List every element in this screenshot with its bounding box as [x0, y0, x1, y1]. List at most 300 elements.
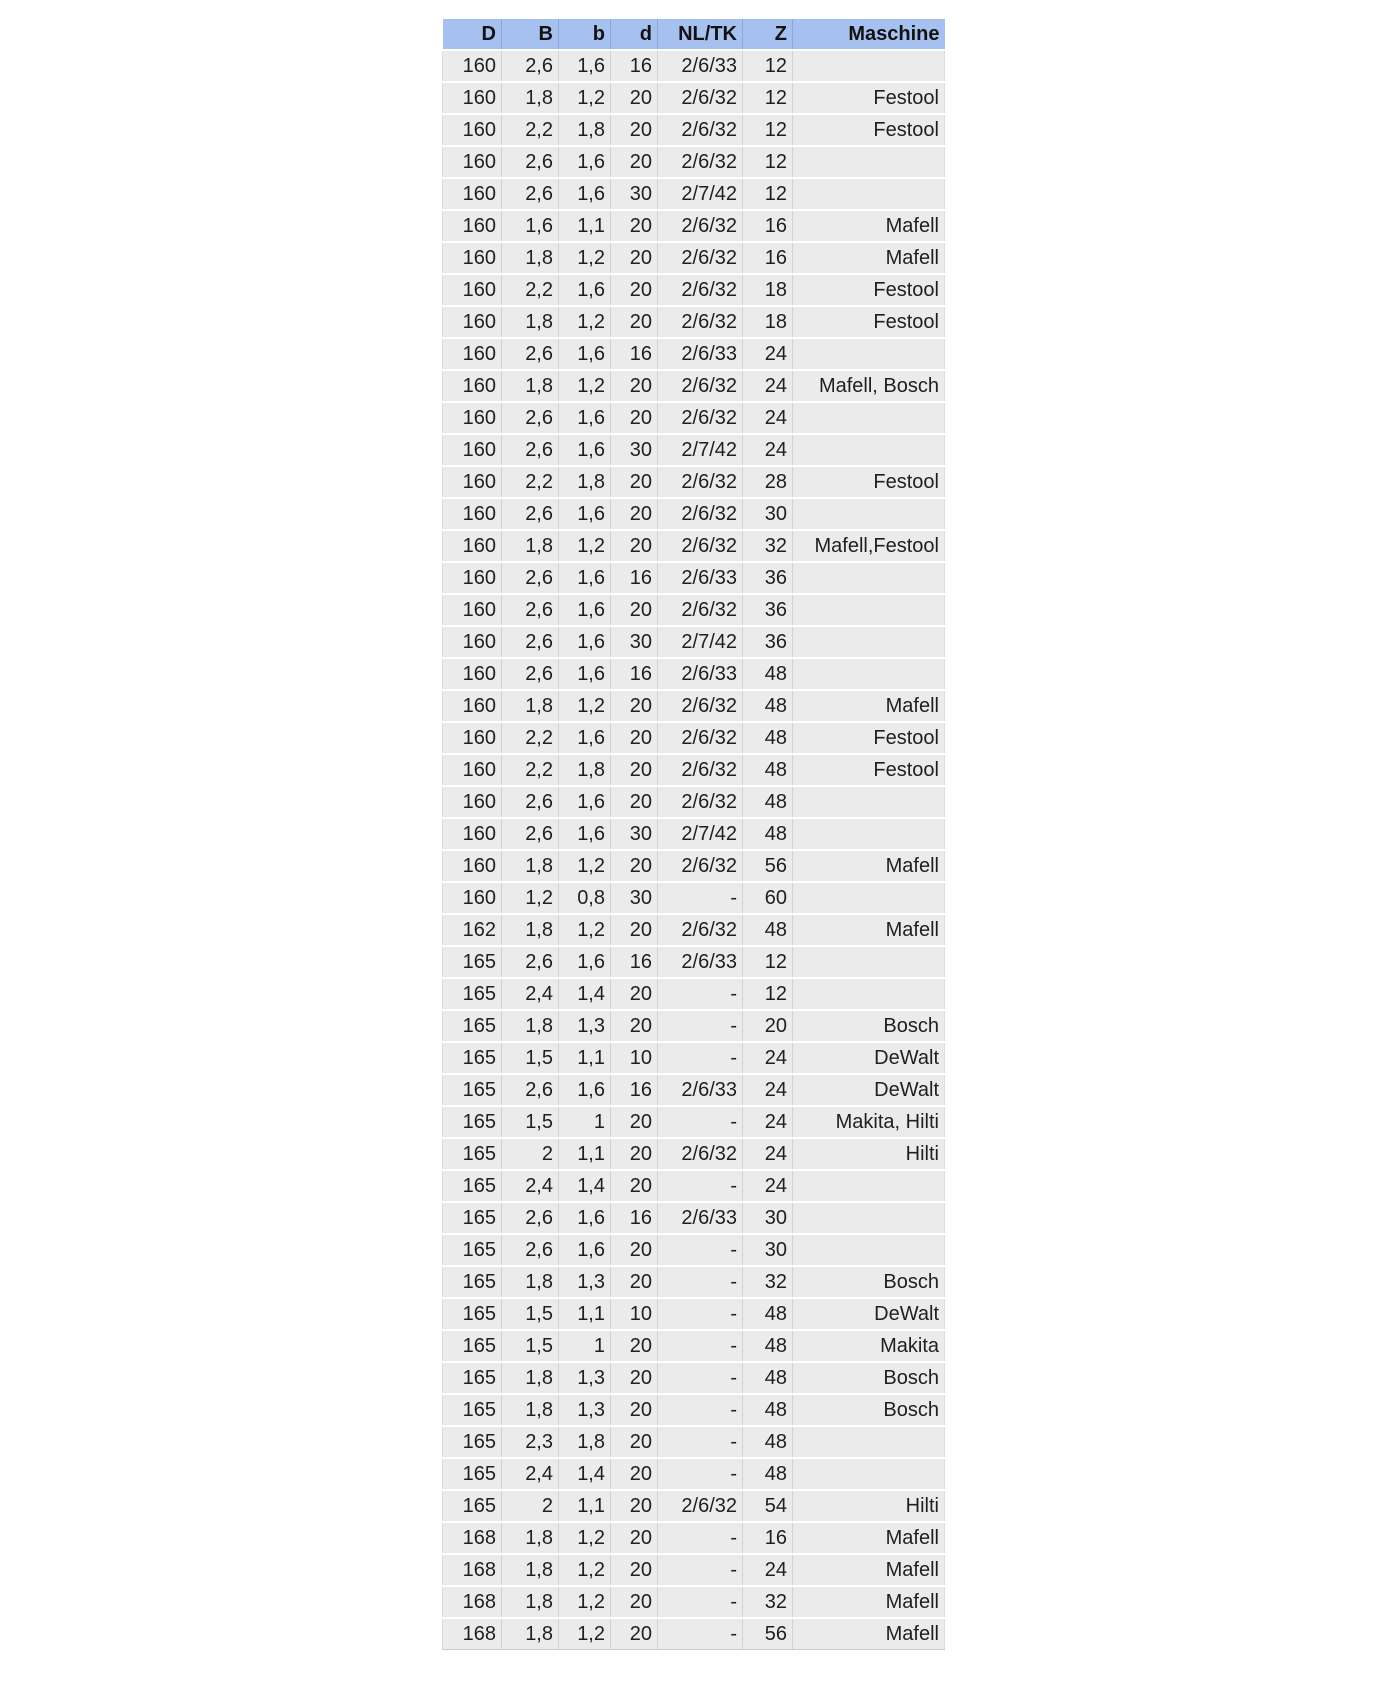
cell-d: 20: [611, 1362, 658, 1394]
cell-d: 165: [443, 1426, 502, 1458]
cell-b: 2,6: [502, 1074, 559, 1106]
cell-d: 20: [611, 274, 658, 306]
cell-z: 12: [743, 114, 793, 146]
cell-z: 16: [743, 210, 793, 242]
cell-b: 1,2: [559, 690, 611, 722]
cell-d: 165: [443, 1170, 502, 1202]
cell-z: 12: [743, 82, 793, 114]
cell-d: 20: [611, 914, 658, 946]
cell-d: 160: [443, 818, 502, 850]
cell-b: 1,6: [559, 146, 611, 178]
table-row: [443, 1554, 945, 1586]
cell-nl-tk: 2/6/32: [658, 82, 743, 114]
cell-z: 24: [743, 434, 793, 466]
cell-d: 165: [443, 978, 502, 1010]
cell-b: 1,8: [502, 914, 559, 946]
cell-z: 30: [743, 1202, 793, 1234]
cell-b: 2,6: [502, 658, 559, 690]
cell-d: 160: [443, 882, 502, 914]
cell-z: 48: [743, 690, 793, 722]
cell-b: 1,6: [559, 498, 611, 530]
cell-d: 165: [443, 1298, 502, 1330]
cell-d: 165: [443, 1202, 502, 1234]
cell-nl-tk: -: [658, 1554, 743, 1586]
table-row: [443, 914, 945, 946]
cell-nl-tk: 2/6/33: [658, 50, 743, 82]
cell-z: 48: [743, 786, 793, 818]
table-row: [443, 754, 945, 786]
table-header: [443, 19, 945, 50]
cell-b: 1,1: [559, 1042, 611, 1074]
cell-b: 2,6: [502, 786, 559, 818]
cell-d: 160: [443, 146, 502, 178]
cell-d: 20: [611, 370, 658, 402]
cell-d: 160: [443, 722, 502, 754]
cell-d: 16: [611, 338, 658, 370]
cell-nl-tk: 2/6/32: [658, 306, 743, 338]
cell-nl-tk: 2/6/32: [658, 914, 743, 946]
cell-b: 1,2: [502, 882, 559, 914]
table-row: [443, 210, 945, 242]
cell-b: 2,6: [502, 498, 559, 530]
cell-z: 24: [743, 1170, 793, 1202]
cell-nl-tk: 2/6/32: [658, 722, 743, 754]
table-row: [443, 1426, 945, 1458]
cell-nl-tk: -: [658, 1362, 743, 1394]
cell-maschine: [793, 1426, 945, 1458]
cell-d: 16: [611, 1074, 658, 1106]
cell-maschine: [793, 658, 945, 690]
cell-b: 1,8: [502, 1394, 559, 1426]
cell-b: 1,6: [559, 402, 611, 434]
cell-maschine: DeWalt: [793, 1298, 945, 1330]
cell-nl-tk: -: [658, 1458, 743, 1490]
cell-b: 2,6: [502, 178, 559, 210]
cell-maschine: Mafell: [793, 242, 945, 274]
cell-b: 1,2: [559, 1618, 611, 1650]
cell-z: 48: [743, 1458, 793, 1490]
cell-d: 20: [611, 1266, 658, 1298]
cell-z: 48: [743, 754, 793, 786]
cell-nl-tk: -: [658, 978, 743, 1010]
cell-d: 20: [611, 1426, 658, 1458]
cell-d: 20: [611, 1170, 658, 1202]
cell-maschine: Bosch: [793, 1362, 945, 1394]
cell-maschine: Bosch: [793, 1010, 945, 1042]
cell-z: 48: [743, 658, 793, 690]
cell-z: 30: [743, 1234, 793, 1266]
cell-d: 20: [611, 1490, 658, 1522]
cell-d: 160: [443, 274, 502, 306]
cell-z: 24: [743, 1106, 793, 1138]
cell-b: 1,6: [559, 946, 611, 978]
cell-b: 1,2: [559, 370, 611, 402]
table-row: [443, 1490, 945, 1522]
cell-maschine: Bosch: [793, 1394, 945, 1426]
cell-nl-tk: 2/6/32: [658, 786, 743, 818]
cell-maschine: [793, 978, 945, 1010]
cell-b: 1,3: [559, 1362, 611, 1394]
cell-d: 20: [611, 1138, 658, 1170]
cell-d: 16: [611, 562, 658, 594]
cell-z: 48: [743, 914, 793, 946]
column-header-z: Z: [743, 19, 793, 50]
cell-d: 20: [611, 690, 658, 722]
table-row: [443, 658, 945, 690]
cell-nl-tk: 2/6/32: [658, 690, 743, 722]
cell-b: 1,6: [559, 818, 611, 850]
cell-nl-tk: 2/6/33: [658, 562, 743, 594]
cell-z: 32: [743, 1266, 793, 1298]
cell-maschine: [793, 146, 945, 178]
cell-d: 20: [611, 1010, 658, 1042]
cell-nl-tk: 2/6/32: [658, 210, 743, 242]
cell-d: 20: [611, 210, 658, 242]
cell-d: 160: [443, 594, 502, 626]
cell-maschine: Festool: [793, 754, 945, 786]
cell-maschine: Festool: [793, 82, 945, 114]
cell-z: 48: [743, 722, 793, 754]
cell-nl-tk: -: [658, 1618, 743, 1650]
cell-b: 2,4: [502, 1458, 559, 1490]
cell-d: 160: [443, 466, 502, 498]
cell-maschine: [793, 946, 945, 978]
cell-z: 32: [743, 530, 793, 562]
cell-d: 30: [611, 626, 658, 658]
cell-z: 30: [743, 498, 793, 530]
cell-z: 16: [743, 1522, 793, 1554]
cell-nl-tk: 2/6/32: [658, 498, 743, 530]
cell-maschine: Mafell: [793, 1554, 945, 1586]
table-row: [443, 274, 945, 306]
cell-nl-tk: 2/6/32: [658, 1138, 743, 1170]
column-header-d: D: [443, 19, 502, 50]
table-row: [443, 1234, 945, 1266]
table-row: [443, 978, 945, 1010]
cell-b: 1,8: [502, 850, 559, 882]
cell-maschine: Mafell: [793, 690, 945, 722]
cell-z: 24: [743, 1554, 793, 1586]
table-row: [443, 626, 945, 658]
cell-d: 160: [443, 498, 502, 530]
cell-d: 16: [611, 946, 658, 978]
cell-b: 1,1: [559, 210, 611, 242]
cell-maschine: Makita, Hilti: [793, 1106, 945, 1138]
cell-z: 16: [743, 242, 793, 274]
table-row: [443, 1106, 945, 1138]
cell-maschine: [793, 50, 945, 82]
cell-d: 165: [443, 1042, 502, 1074]
cell-nl-tk: -: [658, 1522, 743, 1554]
cell-b: 1,3: [559, 1010, 611, 1042]
cell-d: 160: [443, 50, 502, 82]
cell-b: 1,8: [502, 82, 559, 114]
cell-d: 165: [443, 1138, 502, 1170]
cell-maschine: [793, 882, 945, 914]
cell-b: 2,6: [502, 146, 559, 178]
cell-z: 28: [743, 466, 793, 498]
cell-d: 165: [443, 1458, 502, 1490]
cell-d: 165: [443, 1394, 502, 1426]
cell-z: 20: [743, 1010, 793, 1042]
cell-maschine: Mafell: [793, 1618, 945, 1650]
cell-b: 2,6: [502, 402, 559, 434]
cell-d: 16: [611, 50, 658, 82]
cell-d: 20: [611, 146, 658, 178]
cell-b: 2,3: [502, 1426, 559, 1458]
table-row: [443, 882, 945, 914]
cell-b: 1,2: [559, 850, 611, 882]
cell-d: 20: [611, 1106, 658, 1138]
cell-maschine: [793, 818, 945, 850]
cell-b: 2,6: [502, 50, 559, 82]
cell-b: 1,6: [559, 658, 611, 690]
cell-d: 160: [443, 530, 502, 562]
cell-d: 20: [611, 466, 658, 498]
cell-nl-tk: -: [658, 1234, 743, 1266]
cell-d: 168: [443, 1586, 502, 1618]
cell-d: 160: [443, 434, 502, 466]
cell-maschine: Festool: [793, 466, 945, 498]
cell-z: 12: [743, 178, 793, 210]
cell-d: 160: [443, 82, 502, 114]
cell-maschine: Mafell: [793, 1586, 945, 1618]
cell-b: 1,2: [559, 1522, 611, 1554]
cell-d: 165: [443, 1010, 502, 1042]
table-row: [443, 946, 945, 978]
table-row: [443, 50, 945, 82]
cell-maschine: Mafell: [793, 210, 945, 242]
cell-d: 20: [611, 1458, 658, 1490]
cell-b: 1,1: [559, 1298, 611, 1330]
cell-d: 160: [443, 306, 502, 338]
cell-nl-tk: 2/7/42: [658, 626, 743, 658]
cell-nl-tk: -: [658, 1330, 743, 1362]
cell-b: 0,8: [559, 882, 611, 914]
cell-maschine: [793, 434, 945, 466]
cell-b: 1,6: [559, 786, 611, 818]
cell-b: 1,5: [502, 1330, 559, 1362]
cell-b: 1,8: [502, 1554, 559, 1586]
cell-z: 24: [743, 1074, 793, 1106]
cell-z: 24: [743, 1042, 793, 1074]
cell-b: 1,2: [559, 530, 611, 562]
table-row: [443, 818, 945, 850]
cell-b: 1,8: [559, 754, 611, 786]
cell-b: 1,5: [502, 1042, 559, 1074]
sawblade-spec-table: [442, 19, 945, 1650]
cell-d: 165: [443, 1330, 502, 1362]
cell-z: 56: [743, 1618, 793, 1650]
cell-nl-tk: 2/6/32: [658, 114, 743, 146]
table-row: [443, 306, 945, 338]
cell-d: 20: [611, 402, 658, 434]
cell-b: 1,6: [559, 178, 611, 210]
cell-z: 12: [743, 50, 793, 82]
cell-d: 160: [443, 178, 502, 210]
cell-z: 12: [743, 146, 793, 178]
cell-b: 2,2: [502, 466, 559, 498]
cell-b: 1,5: [502, 1106, 559, 1138]
cell-nl-tk: 2/7/42: [658, 818, 743, 850]
cell-d: 20: [611, 1330, 658, 1362]
column-header-d: d: [611, 19, 658, 50]
cell-nl-tk: -: [658, 1394, 743, 1426]
cell-b: 2,2: [502, 114, 559, 146]
cell-z: 36: [743, 562, 793, 594]
cell-b: 2,6: [502, 626, 559, 658]
cell-d: 160: [443, 562, 502, 594]
table-row: [443, 402, 945, 434]
cell-b: 2,6: [502, 338, 559, 370]
table-row: [443, 1266, 945, 1298]
cell-b: 1,8: [502, 242, 559, 274]
cell-z: 48: [743, 818, 793, 850]
cell-d: 160: [443, 114, 502, 146]
cell-b: 1,8: [559, 466, 611, 498]
cell-b: 2,2: [502, 754, 559, 786]
cell-d: 20: [611, 114, 658, 146]
cell-z: 12: [743, 978, 793, 1010]
table-body: [443, 50, 945, 1650]
cell-b: 1: [559, 1106, 611, 1138]
cell-maschine: [793, 562, 945, 594]
cell-d: 20: [611, 242, 658, 274]
cell-z: 24: [743, 338, 793, 370]
cell-b: 2,6: [502, 594, 559, 626]
cell-b: 1,6: [559, 562, 611, 594]
cell-nl-tk: 2/6/32: [658, 466, 743, 498]
cell-d: 165: [443, 1490, 502, 1522]
column-header-b: B: [502, 19, 559, 50]
cell-b: 1,6: [559, 434, 611, 466]
cell-d: 168: [443, 1554, 502, 1586]
cell-nl-tk: -: [658, 1298, 743, 1330]
cell-maschine: [793, 626, 945, 658]
cell-b: 1,6: [559, 50, 611, 82]
cell-nl-tk: 2/6/32: [658, 242, 743, 274]
cell-b: 1,8: [502, 1586, 559, 1618]
cell-b: 1,8: [502, 370, 559, 402]
cell-d: 20: [611, 850, 658, 882]
cell-maschine: DeWalt: [793, 1074, 945, 1106]
cell-z: 56: [743, 850, 793, 882]
cell-b: 1,2: [559, 82, 611, 114]
cell-d: 10: [611, 1042, 658, 1074]
column-header-b: b: [559, 19, 611, 50]
cell-d: 20: [611, 1554, 658, 1586]
cell-nl-tk: -: [658, 1266, 743, 1298]
cell-z: 32: [743, 1586, 793, 1618]
cell-b: 1,8: [502, 1266, 559, 1298]
cell-b: 1,6: [559, 1234, 611, 1266]
cell-maschine: [793, 786, 945, 818]
column-header-nl-tk: NL/TK: [658, 19, 743, 50]
cell-b: 1,8: [502, 1362, 559, 1394]
cell-b: 1,6: [559, 338, 611, 370]
cell-b: 2,4: [502, 1170, 559, 1202]
cell-b: 1,3: [559, 1266, 611, 1298]
cell-b: 2,6: [502, 1234, 559, 1266]
table-row: [443, 1298, 945, 1330]
table-row: [443, 146, 945, 178]
cell-b: 1,4: [559, 978, 611, 1010]
cell-nl-tk: 2/6/33: [658, 1202, 743, 1234]
cell-nl-tk: 2/6/33: [658, 658, 743, 690]
cell-maschine: Hilti: [793, 1138, 945, 1170]
cell-nl-tk: 2/6/32: [658, 530, 743, 562]
cell-d: 30: [611, 818, 658, 850]
cell-b: 1,2: [559, 914, 611, 946]
cell-d: 160: [443, 626, 502, 658]
table-row: [443, 242, 945, 274]
table-row: [443, 594, 945, 626]
cell-z: 36: [743, 594, 793, 626]
cell-d: 165: [443, 1106, 502, 1138]
table-row: [443, 562, 945, 594]
cell-b: 1,8: [502, 530, 559, 562]
cell-d: 165: [443, 1266, 502, 1298]
cell-b: 1,1: [559, 1138, 611, 1170]
cell-z: 12: [743, 946, 793, 978]
cell-nl-tk: -: [658, 1042, 743, 1074]
table-row: [443, 530, 945, 562]
cell-b: 1,3: [559, 1394, 611, 1426]
cell-nl-tk: -: [658, 1106, 743, 1138]
cell-b: 1,8: [502, 306, 559, 338]
cell-b: 2,6: [502, 562, 559, 594]
table-row: [443, 1074, 945, 1106]
cell-d: 10: [611, 1298, 658, 1330]
cell-z: 18: [743, 306, 793, 338]
cell-z: 18: [743, 274, 793, 306]
cell-nl-tk: 2/6/32: [658, 850, 743, 882]
cell-b: 2: [502, 1138, 559, 1170]
cell-d: 165: [443, 1074, 502, 1106]
table-row: [443, 722, 945, 754]
cell-d: 160: [443, 658, 502, 690]
cell-nl-tk: 2/6/33: [658, 946, 743, 978]
cell-d: 20: [611, 722, 658, 754]
cell-d: 165: [443, 1362, 502, 1394]
cell-maschine: Bosch: [793, 1266, 945, 1298]
cell-d: 160: [443, 370, 502, 402]
table-row: [443, 434, 945, 466]
cell-b: 2,6: [502, 1202, 559, 1234]
cell-z: 48: [743, 1394, 793, 1426]
cell-maschine: Festool: [793, 722, 945, 754]
cell-d: 168: [443, 1522, 502, 1554]
table-row: [443, 82, 945, 114]
cell-d: 160: [443, 242, 502, 274]
cell-b: 1,1: [559, 1490, 611, 1522]
cell-b: 1,8: [559, 114, 611, 146]
cell-maschine: [793, 402, 945, 434]
cell-b: 1,8: [502, 1010, 559, 1042]
table-row: [443, 466, 945, 498]
cell-nl-tk: 2/6/32: [658, 594, 743, 626]
cell-b: 1,6: [559, 1074, 611, 1106]
cell-b: 2: [502, 1490, 559, 1522]
cell-b: 1,6: [559, 1202, 611, 1234]
cell-d: 20: [611, 1618, 658, 1650]
cell-d: 160: [443, 786, 502, 818]
cell-d: 160: [443, 850, 502, 882]
cell-nl-tk: -: [658, 1586, 743, 1618]
table-row: [443, 1138, 945, 1170]
cell-d: 160: [443, 338, 502, 370]
cell-d: 20: [611, 754, 658, 786]
